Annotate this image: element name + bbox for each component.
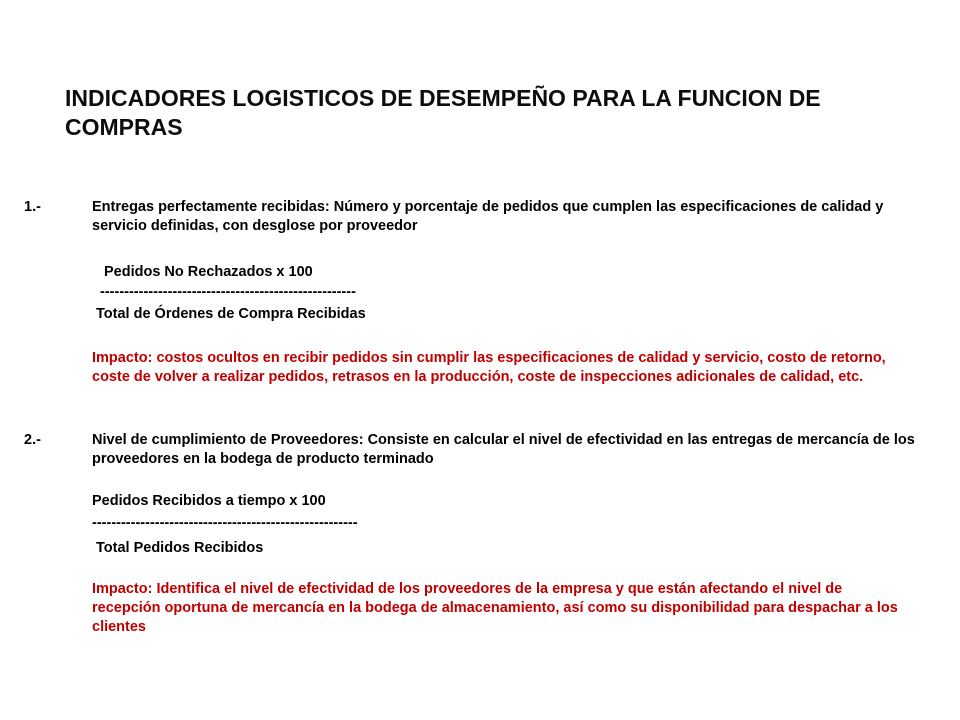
indicator-1-divider: ----------------------------------------------------- — [100, 284, 356, 300]
indicator-2-impact: Impacto: Identifica el nivel de efectividad de los proveedores de la empresa y que están afectando el nivel de recepción oportuna de mercancía en la bodega de almacenamiento, así como su disponibilidad para despachar a los clientes — [92, 581, 898, 635]
slide-title: INDICADORES LOGISTICOS DE DESEMPEÑO PARA LA FUNCION DE COMPRAS — [65, 85, 821, 140]
indicator-1-impact: Impacto: costos ocultos en recibir pedidos sin cumplir las especificaciones de calidad y servicio, costo de retorno, coste de volver a realizar pedidos, retrasos en la producción, coste de inspecciones adicionales de calidad, etc. — [92, 350, 886, 385]
indicator-1-denominator: Total de Órdenes de Compra Recibidas — [96, 306, 366, 322]
indicator-1-description — [24, 198, 922, 236]
indicator-2-denominator: Total Pedidos Recibidos — [96, 540, 264, 556]
indicator-2-divider: ------------------------------------------------------- — [92, 515, 358, 531]
indicator-1-number: 1.- — [24, 199, 41, 215]
indicator-2-numerator: Pedidos Recibidos a tiempo x 100 — [92, 493, 326, 509]
indicator-2-text: Nivel de cumplimiento de Proveedores: Consiste en calcular el nivel de efectividad en las entregas de mercancía de los proveedores en la bodega de producto terminado — [92, 432, 915, 467]
indicator-2-description — [24, 431, 922, 469]
indicator-2-number: 2.- — [24, 432, 41, 448]
indicator-1-text: Entregas perfectamente recibidas: Número y porcentaje de pedidos que cumplen las especificaciones de calidad y servicio definidas, con desglose por proveedor — [92, 199, 884, 234]
indicator-1-numerator: Pedidos No Rechazados x 100 — [104, 264, 313, 280]
